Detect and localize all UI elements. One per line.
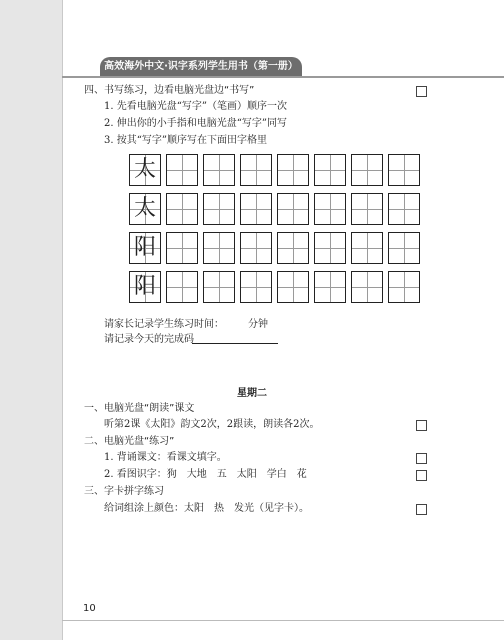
grid-cell[interactable] xyxy=(314,154,346,186)
grid-cell[interactable] xyxy=(351,271,383,303)
book-title-tab: 高效海外中文·识字系列学生用书（第一册） xyxy=(100,57,302,76)
page-number: 10 xyxy=(83,603,96,614)
grid-cell[interactable] xyxy=(203,271,235,303)
grid-cell[interactable] xyxy=(166,193,198,225)
day2-section-3-item: 给词组涂上颜色：太阳 热 发光（见字卡）。 xyxy=(104,503,309,514)
model-character: 太 xyxy=(133,157,156,182)
instruction-3: 3. 按其“写字”顺序写在下面田字格里 xyxy=(104,135,267,146)
grid-cell[interactable] xyxy=(314,232,346,264)
day2-section-3-checkbox[interactable] xyxy=(416,504,427,515)
day2-section-1-heading: 一、电脑光盘“朗读”课文 xyxy=(84,403,195,414)
grid-cell[interactable] xyxy=(240,271,272,303)
grid-cell[interactable] xyxy=(166,271,198,303)
grid-cell[interactable] xyxy=(203,193,235,225)
practice-time-label: 请家长记录学生练习时间： xyxy=(104,319,224,330)
grid-cell-model xyxy=(129,232,161,264)
header-rule xyxy=(62,76,504,78)
section-4-checkbox[interactable] xyxy=(416,86,427,97)
day2-section-3-heading: 三、字卡拼字练习 xyxy=(84,486,164,497)
grid-cell[interactable] xyxy=(314,193,346,225)
footer-rule xyxy=(62,620,504,621)
grid-cell[interactable] xyxy=(351,232,383,264)
instruction-2: 2. 伸出你的小手指和电脑光盘“写字”同写 xyxy=(104,118,287,129)
grid-cell[interactable] xyxy=(388,271,420,303)
grid-cell[interactable] xyxy=(351,193,383,225)
model-character: 太 xyxy=(133,196,156,221)
grid-cell[interactable] xyxy=(240,232,272,264)
day2-section-2-item-1-checkbox[interactable] xyxy=(416,453,427,464)
day2-section-2-heading: 二、电脑光盘“练习” xyxy=(84,436,175,447)
grid-cell[interactable] xyxy=(277,154,309,186)
day2-section-2-item-2-checkbox[interactable] xyxy=(416,470,427,481)
model-character: 阳 xyxy=(133,274,156,299)
completion-code-blank[interactable] xyxy=(192,343,278,344)
grid-cell[interactable] xyxy=(166,154,198,186)
grid-cell[interactable] xyxy=(203,232,235,264)
grid-cell[interactable] xyxy=(203,154,235,186)
grid-cell[interactable] xyxy=(388,193,420,225)
model-character: 阳 xyxy=(133,235,156,260)
grid-cell[interactable] xyxy=(277,232,309,264)
grid-cell[interactable] xyxy=(240,193,272,225)
section-4-heading: 四、书写练习，边看电脑光盘边“书写” xyxy=(84,85,255,96)
completion-code-label: 请记录今天的完成码 xyxy=(104,334,194,345)
grid-cell[interactable] xyxy=(166,232,198,264)
grid-cell-model xyxy=(129,271,161,303)
grid-cell[interactable] xyxy=(314,271,346,303)
grid-cell-model xyxy=(129,154,161,186)
grid-cell[interactable] xyxy=(240,154,272,186)
instruction-1: 1. 先看电脑光盘“写字”（笔画）顺序一次 xyxy=(104,101,287,112)
day2-section-2-item-2: 2. 看图识字：狗 大地 五 太阳 学白 花 xyxy=(104,469,307,480)
grid-cell[interactable] xyxy=(388,154,420,186)
grid-cell[interactable] xyxy=(277,193,309,225)
day-title: 星期二 xyxy=(237,388,267,399)
grid-cell[interactable] xyxy=(388,232,420,264)
tianzige-writing-grid xyxy=(129,154,421,304)
grid-cell[interactable] xyxy=(351,154,383,186)
grid-cell[interactable] xyxy=(277,271,309,303)
day2-section-2-item-1: 1. 背诵课文：看课文填字。 xyxy=(104,452,227,463)
practice-time-unit: 分钟 xyxy=(248,319,268,330)
day2-section-1-item: 听第2课《太阳》韵文2次，2跟读，朗读各2次。 xyxy=(104,419,320,430)
day2-section-1-checkbox[interactable] xyxy=(416,420,427,431)
grid-cell-model xyxy=(129,193,161,225)
